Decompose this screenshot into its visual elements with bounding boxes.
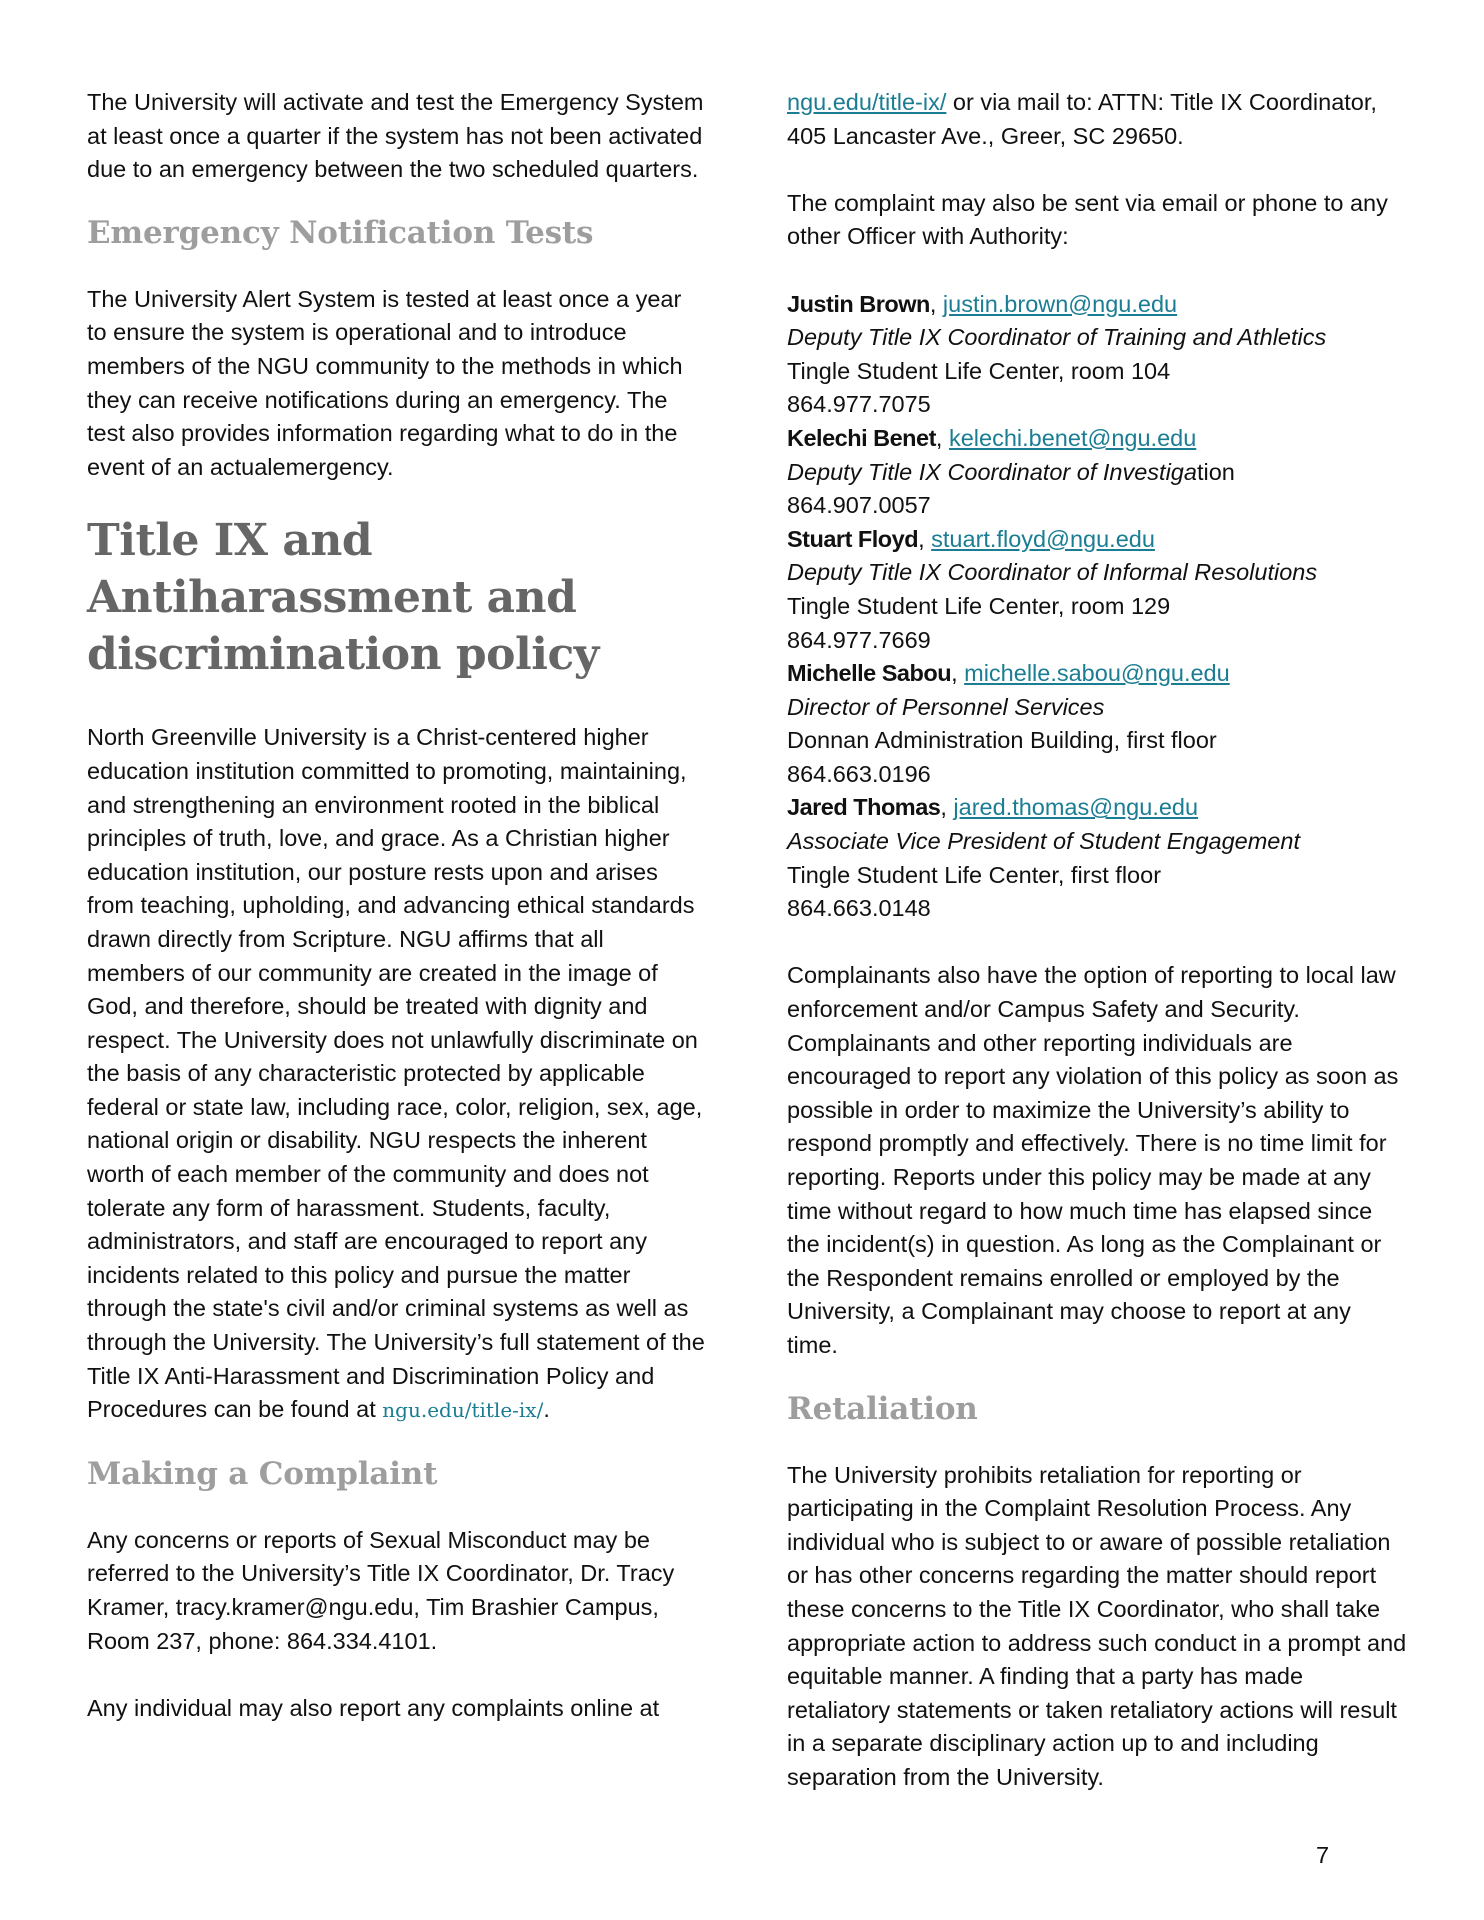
policy-text: North Greenville University is a Christ-centered higher education institution committed to promoting, maintaining, and strengthening an environment rooted in the biblical principles of truth, love, and grace. As a Christian higher education institution, our posture rests upon and arises from teaching, upholding, and advancing ethical standards drawn directly from Scripture. NGU affirms that all members of our community are created in the image of God, and therefore, should be treated with dignity and respect. The University does not unlawfully discriminate on the basis of any characteristic protected by applicable federal or state law, including race, color, religion, sex, age, national origin or disability. NGU respects the inherent worth of each member of the community and does not tolerate any form of harassment. Students, faculty, administrators, and staff are encouraged to report any incidents related to this policy and pursue the matter through the state's civil and/or criminal systems as well as through the University. The University’s full statement of the Title IX Anti-Harassment and Discrimination Policy and Procedures can be found at: [87, 724, 705, 1423]
contact-location: Tingle Student Life Center, room 104: [787, 357, 1171, 384]
contact-location: Tingle Student Life Center, room 129: [787, 592, 1171, 619]
contact-name: Stuart Floyd: [787, 525, 919, 552]
contact-name: Jared Thomas: [787, 794, 941, 821]
contact-name: Kelechi Benet: [787, 424, 936, 451]
making-complaint-heading: Making a Complaint: [87, 1455, 438, 1492]
title-line-1: Title IX and: [87, 515, 373, 567]
contact-phone: 864.907.0057: [787, 492, 931, 519]
contact-name: Michelle Sabou: [787, 660, 952, 687]
contact-email-link[interactable]: kelechi.benet@ngu.edu: [948, 424, 1197, 451]
page-number: 7: [1316, 1842, 1330, 1868]
left-column: [87, 86, 705, 1725]
contact-list: [787, 288, 1407, 926]
policy-link[interactable]: ngu.edu/title-ix/: [382, 1398, 544, 1423]
contact-kelechi-benet: Kelechi Benet, kelechi.benet@ngu.edu Deputy Title IX Coordinator of Investigation 864.907.0057: [787, 422, 1407, 523]
mail-text: or via mail to: ATTN: Title IX Coordinator, 405 Lancaster Ave., Greer, SC 29650.: [787, 89, 1377, 149]
emergency-system-paragraph: The University will activate and test the Emergency System at least once a quarter if the system has not been activated due to an emergency between the two scheduled quarters.: [87, 89, 704, 183]
contact-phone: 864.663.0196: [787, 760, 931, 787]
policy-paragraph: [87, 721, 705, 1427]
contact-name: Justin Brown: [787, 290, 930, 317]
contact-stuart-floyd: Stuart Floyd, stuart.floyd@ngu.edu Deputy Title IX Coordinator of Informal Resolutions Tingle Student Life Center, room 129 864.977.7669: [787, 523, 1407, 657]
title-ix-link[interactable]: ngu.edu/title-ix/: [787, 89, 947, 115]
contact-role: Associate Vice President of Student Engagement: [787, 828, 1300, 855]
mail-paragraph: [787, 86, 1407, 153]
policy-end: .: [543, 1396, 550, 1423]
contact-location: Donnan Administration Building, first floor: [787, 727, 1217, 754]
retaliation-paragraph: The University prohibits retaliation for reporting or participating in the Complaint Resolution Process. Any individual who is subject to or aware of possible retaliation or has other concerns regarding the matter should report these concerns to the Title IX Coordinator, who shall take appropriate action to address such conduct in a prompt and equitable manner. A finding that a party has made retaliatory statements or taken retaliatory actions will result in a separate disciplinary action up to and including separation from the University.: [787, 1461, 1407, 1790]
contact-email-link[interactable]: michelle.sabou@ngu.edu: [964, 660, 1230, 687]
contact-role: Deputy Title IX Coordinator of Training and Athletics: [787, 324, 1327, 351]
contact-role: Director of Personnel Services: [787, 693, 1105, 720]
emergency-tests-paragraph: The University Alert System is tested at least once a year to ensure the system is operational and to introduce members of the NGU community to the methods in which they can receive notifications during an emergency. The test also provides information regarding what to do in the event of an actualemergency.: [87, 285, 683, 480]
officer-intro: The complaint may also be sent via email or phone to any other Officer with Authority:: [787, 189, 1388, 250]
contact-email-link[interactable]: justin.brown@ngu.edu: [942, 290, 1178, 317]
contact-phone: 864.663.0148: [787, 895, 931, 922]
contact-justin-brown: Justin Brown, justin.brown@ngu.edu Deputy Title IX Coordinator of Training and Athletics Tingle Student Life Center, room 104 864.977.7075: [787, 288, 1407, 422]
contact-michelle-sabou: Michelle Sabou, michelle.sabou@ngu.edu Director of Personnel Services Donnan Administration Building, first floor 864.663.0196: [787, 657, 1407, 791]
complaint-paragraph: Any concerns or reports of Sexual Misconduct may be referred to the University’s Title IX Coordinator, Dr. Tracy Kramer, tracy.kramer@ngu.edu, Tim Brashier Campus, Room 237, phone: 864.334.4101.: [87, 1526, 675, 1654]
title-line-3: discrimination policy: [87, 629, 599, 681]
right-column: [787, 86, 1407, 1795]
contact-role-tail: tion: [1196, 458, 1235, 485]
contact-phone: 864.977.7075: [787, 391, 931, 418]
online-report-paragraph: Any individual may also report any complaints online at: [87, 1694, 660, 1721]
contact-phone: 864.977.7669: [787, 626, 931, 653]
contact-role-line: [787, 456, 1407, 490]
title-ix-heading: [87, 512, 705, 683]
title-line-2: Antiharassment and: [87, 572, 577, 624]
reporting-options-paragraph: Complainants also have the option of reporting to local law enforcement and/or Campus Safety and Security. Complainants and other reporting individuals are encouraged to report any violation of this policy as soon as possible in order to maximize the University’s ability to respond promptly and effectively. There is no time limit for reporting. Reports under this policy may be made at any time without regard to how much time has elapsed since the incident(s) in question. As long as the Complainant or the Respondent remains enrolled or employed by the University, a Complainant may choose to report at any time.: [787, 962, 1399, 1358]
contact-location: Tingle Student Life Center, first floor: [787, 861, 1162, 888]
retaliation-heading: Retaliation: [787, 1390, 978, 1427]
emergency-tests-heading: Emergency Notification Tests: [87, 214, 594, 251]
contact-jared-thomas: Jared Thomas, jared.thomas@ngu.edu Associate Vice President of Student Engagement Tingle Student Life Center, first floor 864.663.0148: [787, 791, 1407, 925]
contact-role: Deputy Title IX Coordinator of Informal Resolutions: [787, 559, 1318, 586]
contact-email-link[interactable]: stuart.floyd@ngu.edu: [931, 525, 1155, 552]
contact-email-link[interactable]: jared.thomas@ngu.edu: [953, 794, 1199, 821]
contact-role: Deputy Title IX Coordinator of Investiga: [787, 458, 1197, 485]
